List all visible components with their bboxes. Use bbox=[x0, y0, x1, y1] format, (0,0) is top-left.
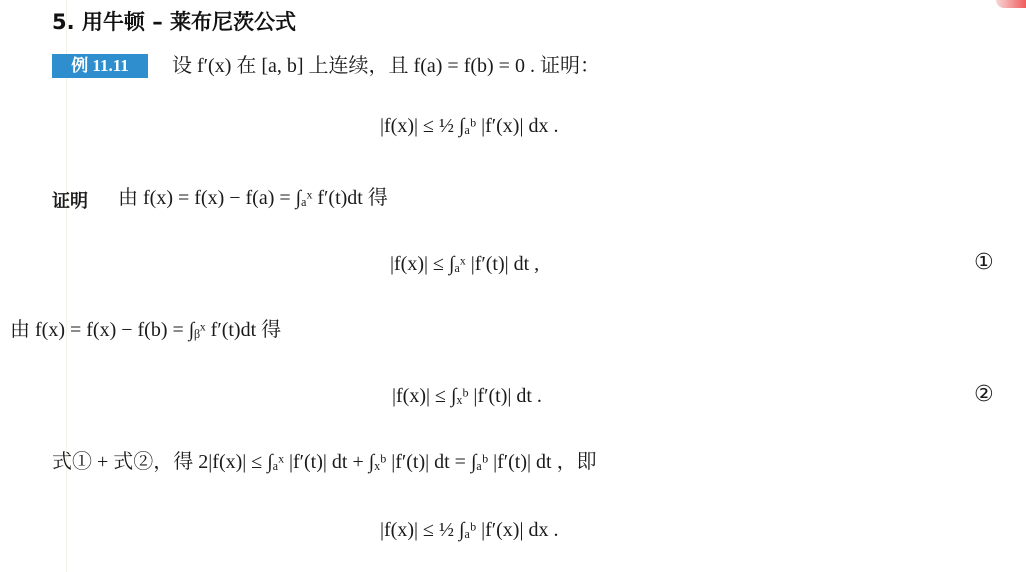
proof-line-2: 由 f(x) = f(x) − f(b) = ∫ᵦˣ f′(t)dt 得 bbox=[10, 319, 282, 341]
example-statement: 设 f′(x) 在 [a, b] 上连续，且 f(a) = f(b) = 0 . 证明： bbox=[172, 55, 600, 77]
proof-line-3: 式① + 式②，得 2|f(x)| ≤ ∫ₐˣ |f′(t)| dt + ∫ₓᵇ |f′(t)| dt = ∫ₐᵇ |f′(t)| dt ，即 bbox=[52, 451, 597, 473]
page-margin-rule bbox=[66, 0, 67, 572]
equation-1-number: ① bbox=[974, 250, 994, 275]
section-title: 5. 用牛顿 – 莱布尼茨公式 bbox=[52, 10, 297, 34]
corner-tab bbox=[996, 0, 1026, 8]
equation-2: |f(x)| ≤ ∫ₓᵇ |f′(t)| dt . bbox=[392, 385, 542, 407]
proof-line-1: 由 f(x) = f(x) − f(a) = ∫ₐˣ f′(t)dt 得 bbox=[118, 187, 388, 209]
final-formula: |f(x)| ≤ ½ ∫ₐᵇ |f′(x)| dx . bbox=[380, 519, 559, 541]
equation-1: |f(x)| ≤ ∫ₐˣ |f′(t)| dt , bbox=[390, 253, 540, 275]
claim-formula: |f(x)| ≤ ½ ∫ₐᵇ |f′(x)| dx . bbox=[380, 115, 559, 137]
equation-2-number: ② bbox=[974, 382, 994, 407]
proof-label: 证明 bbox=[52, 191, 88, 212]
example-badge: 例 11.11 bbox=[52, 54, 148, 78]
